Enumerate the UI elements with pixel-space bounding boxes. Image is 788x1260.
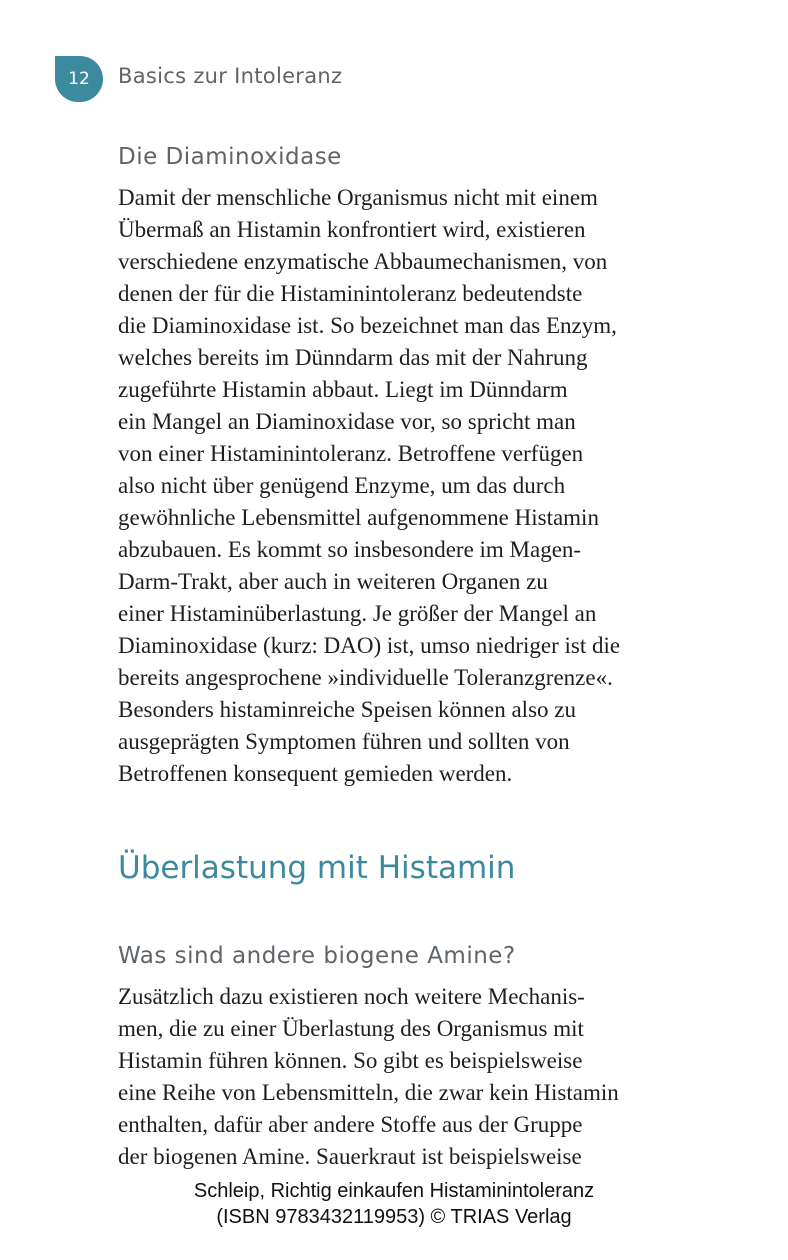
paragraph-diaminoxidase [118, 182, 620, 790]
text-line: bereits angesprochene »individuelle Toleranzgrenze«. [118, 665, 613, 690]
text-line: zugeführte Histamin abbaut. Liegt im Dünndarm [118, 377, 568, 402]
text-line: Diaminoxidase (kurz: DAO) ist, umso niedriger ist die [118, 633, 621, 658]
text-line: verschiedene enzymatische Abbaumechanismen, von [118, 249, 608, 274]
footer-line-1: Schleip, Richtig einkaufen Histaminintoleranz [193, 1180, 595, 1202]
chapter-heading: Überlastung mit Histamin [118, 850, 516, 886]
text-line: Histamin führen können. So gibt es beispielsweise [118, 1048, 583, 1073]
section-heading-diaminoxidase: Die Diaminoxidase [118, 144, 342, 170]
text-line: enthalten, dafür aber andere Stoffe aus der Gruppe [118, 1112, 583, 1137]
section-heading-biogene-amine: Was sind andere biogene Amine? [118, 943, 516, 969]
text-line: Betroffenen konsequent gemieden werden. [118, 761, 513, 786]
text-line: die Diaminoxidase ist. So bezeichnet man das Enzym, [118, 313, 617, 338]
footer-citation [0, 1178, 788, 1230]
text-line: der biogenen Amine. Sauerkraut ist beispielsweise [118, 1144, 582, 1169]
running-title: Basics zur Intoleranz [118, 64, 343, 88]
text-line: gewöhnliche Lebensmittel aufgenommene Histamin [118, 505, 599, 530]
text-line: men, die zu einer Überlastung des Organismus mit [118, 1016, 584, 1041]
text-line: Darm-Trakt, aber auch in weiteren Organen zu [118, 569, 548, 594]
paragraph-biogene-amine [118, 981, 619, 1173]
text-line: einer Histaminüberlastung. Je größer der Mangel an [118, 601, 597, 626]
text-line: Damit der menschliche Organismus nicht mit einem [118, 185, 598, 210]
text-line: ein Mangel an Diaminoxidase vor, so spricht man [118, 409, 576, 434]
text-line: eine Reihe von Lebensmitteln, die zwar kein Histamin [118, 1080, 619, 1105]
text-line: abzubauen. Es kommt so insbesondere im Magen- [118, 537, 582, 562]
page-number-badge: 12 [55, 56, 103, 102]
text-line: also nicht über genügend Enzyme, um das durch [118, 473, 566, 498]
footer-line-2: (ISBN 9783432119953) © TRIAS Verlag [216, 1206, 572, 1228]
text-line: von einer Histaminintoleranz. Betroffene verfügen [118, 441, 584, 466]
text-line: ausgeprägten Symptomen führen und sollten von [118, 729, 570, 754]
text-line: denen der für die Histaminintoleranz bedeutendste [118, 281, 583, 306]
text-line: Besonders histaminreiche Speisen können also zu [118, 697, 576, 722]
text-line: Übermaß an Histamin konfrontiert wird, existieren [118, 217, 586, 242]
text-line: welches bereits im Dünndarm das mit der Nahrung [118, 345, 588, 370]
text-line: Zusätzlich dazu existieren noch weitere Mechanis- [118, 984, 585, 1009]
